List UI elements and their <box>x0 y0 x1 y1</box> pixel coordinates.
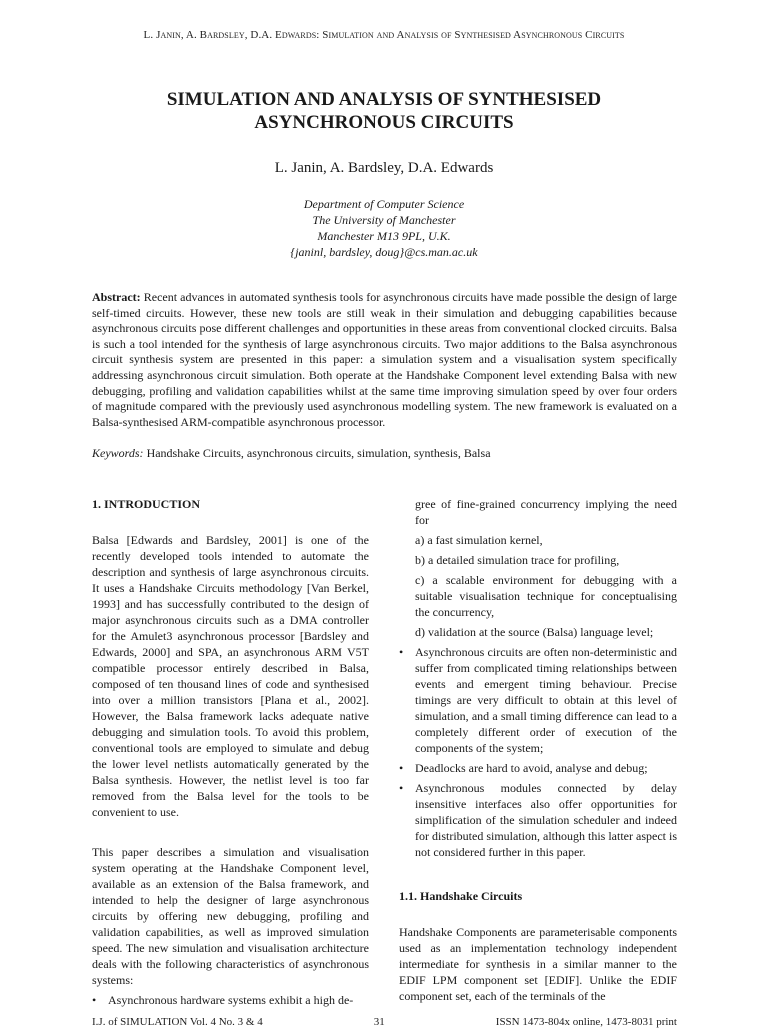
keywords <box>92 446 677 462</box>
title-line-1: SIMULATION AND ANALYSIS OF SYNTHESISED <box>166 89 602 110</box>
list-item <box>92 992 369 1008</box>
sub-list-item-b: b) a detailed simulation trace for profiling, <box>415 553 620 567</box>
affiliation <box>0 196 768 260</box>
list-item <box>399 760 677 776</box>
bullet-1-text: Asynchronous hardware systems exhibit a high de- <box>108 993 354 1007</box>
bullet-4-text: Asynchronous modules connected by delay insensitive interfaces also offer opportunities for simplification of the simulation scheduler and indeed for distributed simulation, although this latter aspect is not considered further in this paper. <box>415 781 677 859</box>
affiliation-department: Department of Computer Science <box>303 197 465 211</box>
running-head: L. Janin, A. Bardsley, D.A. Edwards: Simulation and Analysis of Synthesised Asynchronous Circuits <box>143 29 625 41</box>
abstract-label: Abstract: <box>92 290 141 304</box>
title-line-2: ASYNCHRONOUS CIRCUITS <box>254 112 514 133</box>
keywords-label: Keywords: <box>92 446 144 460</box>
bullet-marker: • <box>399 781 404 795</box>
affiliation-email: {janinl, bardsley, doug}@cs.man.ac.uk <box>290 245 478 259</box>
bullet-marker: • <box>92 993 97 1007</box>
list-item <box>399 644 677 756</box>
list-item <box>399 780 677 860</box>
intro-paragraph-2: This paper describes a simulation and visualisation system operating at the Handshake Component level, available as an extension of the Balsa framework, and intended to help the designer of large asynchronous circuits by offering new debugging, profiling and validation capabilities, as well as improved simulation speed. The new simulation and visualisation architecture deals with the following characteristics of asynchronous systems: <box>92 845 369 987</box>
bullet-3-text: Deadlocks are hard to avoid, analyse and debug; <box>415 761 648 775</box>
abstract-text: Recent advances in automated synthesis tools for asynchronous circuits have made possible the design of large self-timed circuits. However, these new tools are still weak in their simulation and debugging capabilities because asynchronous circuits pose different challenges and opportunities in these areas from conventional clocked circuits. Balsa is such a tool intended for the synthesis of large asynchronous circuits. Two major additions to the Balsa asynchronous circuit synthesis system are presented in this paper: a simulation system and a visualisation system specifically addressing asynchronous circuit simulation. Both operate at the Handshake Component level extending Balsa with new debugging, profiling and validation capabilities whilst at the same time improving simulation speed by over four orders of magnitude compared with the previously used asynchronous modelling system. The new framework is evaluated on a Balsa-synthesised ARM-compatible asynchronous processor. <box>92 290 677 429</box>
affiliation-university: The University of Manchester <box>312 213 456 227</box>
footer-issn: ISSN 1473-804x online, 1473-8031 print <box>495 1016 677 1028</box>
subsection-heading-handshake-circuits: 1.1. Handshake Circuits <box>399 889 523 903</box>
affiliation-address: Manchester M13 9PL, U.K. <box>317 229 451 243</box>
left-column <box>92 496 369 1008</box>
footer-journal: I.J. of SIMULATION Vol. 4 No. 3 & 4 <box>92 1016 263 1028</box>
right-column <box>399 496 677 1004</box>
authors: L. Janin, A. Bardsley, D.A. Edwards <box>274 160 494 176</box>
sub-list-item-a: a) a fast simulation kernel, <box>415 533 543 547</box>
handshake-paragraph: Handshake Components are parameterisable components used as an implementation technology independent intermediate for synthesis in a similar manner to the EDIF LPM component set [EDIF]. Unlike the EDIF component set, each of the terminals of the <box>399 925 677 1003</box>
sub-list-item-d: d) validation at the source (Balsa) language level; <box>415 625 654 639</box>
sub-list-item-c: c) a scalable environment for debugging with a suitable visualisation technique for conceptualising the concurrency, <box>415 573 677 619</box>
bullet-2-text: Asynchronous circuits are often non-deterministic and suffer from complicated timing relationships between events and emergent timing behaviour. Precise timings are very difficult to obtain at this level of simulation, and a small timing difference can lead to a completely different order of execution of the components of the system; <box>415 645 677 755</box>
section-heading-introduction: 1. INTRODUCTION <box>92 497 201 511</box>
bullet-marker: • <box>399 761 404 775</box>
bullet-marker: • <box>399 645 404 659</box>
page-footer <box>92 1016 677 1028</box>
abstract <box>92 290 677 430</box>
intro-paragraph-1: Balsa [Edwards and Bardsley, 2001] is one of the recently developed tools intended to automate the description and synthesis of large asynchronous circuits. It uses a Handshake Circuits methodology [Van Berkel, 1993] and has successfully contributed to the design of major asynchronous circuits such as a DMA controller for the Amulet3 asynchronous processor [Bardsley and Edwards, 2000] and SPA, an asynchronous ARM V5T compatible processor entirely described in Balsa, composed of ten thousand lines of code and synthesised into over a million transistors [Plana et al., 2002]. However, the Balsa framework lacks adequate native debugging and simulation tools. To avoid this problem, conventional tools are employed to simulate and debug the lower level netlists automatically generated by the Balsa synthesis. However, the netlist level is too far removed from the Balsa level for the tools to be convenient to use. <box>92 533 369 819</box>
paper-title <box>90 88 678 134</box>
keywords-text: Handshake Circuits, asynchronous circuits, simulation, synthesis, Balsa <box>146 446 491 460</box>
bullet-1-continuation: gree of fine-grained concurrency implying the need for <box>415 497 677 527</box>
footer-page-number: 31 <box>373 1016 385 1028</box>
